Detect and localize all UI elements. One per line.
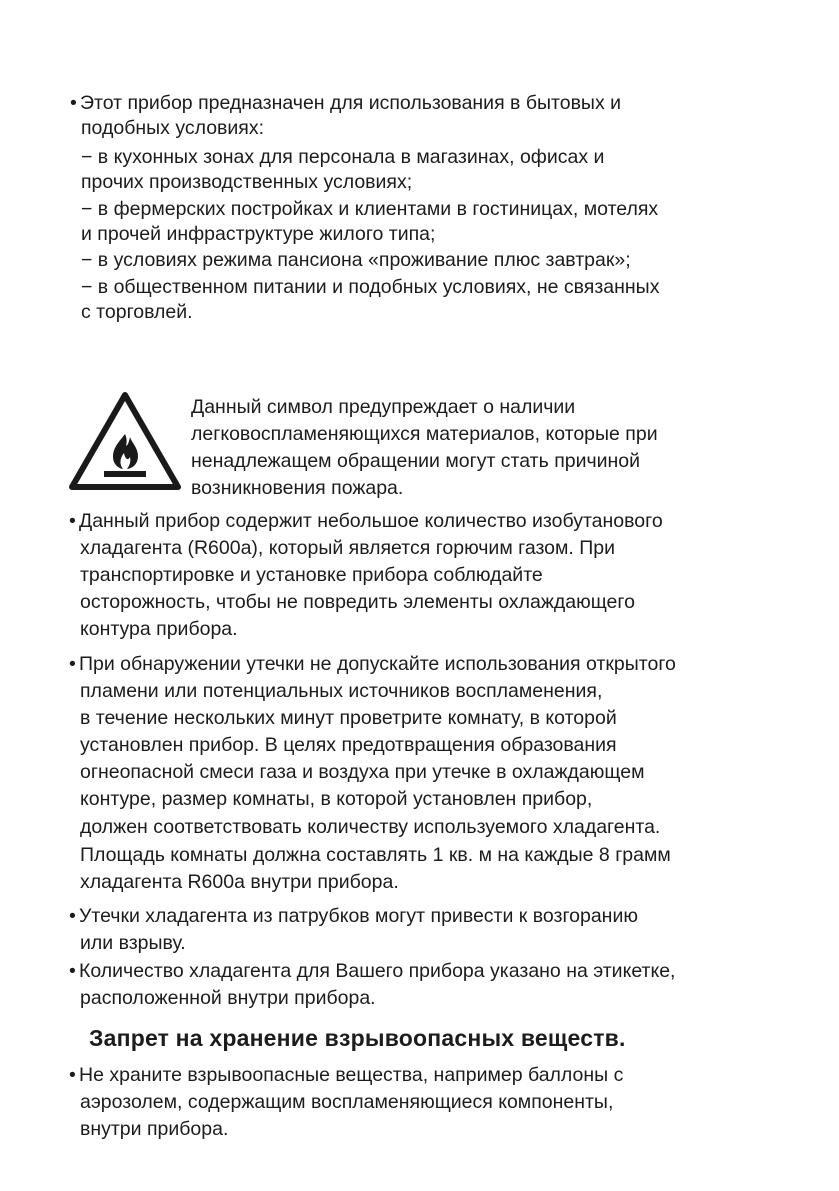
warning-line: возникновения пожара. — [191, 477, 404, 499]
usage-line: − в кухонных зонах для персонала в магазинах, офисах и — [81, 146, 605, 168]
bullet-line: или взрыву. — [80, 932, 186, 954]
bullet-marker: • — [69, 905, 76, 927]
bullet-marker: • — [70, 92, 77, 114]
usage-line: − в фермерских постройках и клиентами в гостиницах, мотелях — [81, 198, 659, 220]
bullet-marker: • — [69, 653, 76, 675]
flammable-warning-icon — [68, 391, 182, 491]
bullet-line: установлен прибор. В целях предотвращения образования — [80, 734, 617, 756]
bullet-line: аэрозолем, содержащим воспламеняющиеся компоненты, — [80, 1091, 614, 1113]
bullet-line: хладагента R600a внутри прибора. — [80, 871, 399, 893]
bullet-item: • Утечки хладагента из патрубков могут привести к возгоранию — [69, 905, 638, 927]
bullet-line: Площадь комнаты должна составлять 1 кв. м на каждые 8 грамм — [80, 844, 671, 866]
bullet-line: контура прибора. — [80, 618, 238, 640]
bullet-item: • Количество хладагента для Вашего прибора указано на этикетке, — [69, 960, 676, 982]
bullet-line: пламени или потенциальных источников воспламенения, — [80, 680, 603, 702]
bullet-item: • При обнаружении утечки не допускайте использования открытого — [69, 653, 676, 675]
usage-line: и прочей инфраструктуре жилого типа; — [81, 223, 436, 245]
bullet-line: транспортировке и установке прибора соблюдайте — [80, 564, 543, 586]
bullet-marker: • — [69, 510, 76, 532]
bullet-marker: • — [69, 960, 76, 982]
usage-line: с торговлей. — [81, 301, 193, 323]
bullet-item: • Данный прибор содержит небольшое количество изобутанового — [69, 510, 663, 532]
bullet-line: расположенной внутри прибора. — [80, 987, 376, 1009]
warning-line: Данный символ предупреждает о наличии — [191, 396, 576, 418]
usage-line: подобных условиях: — [81, 117, 265, 139]
bullet-line: внутри прибора. — [80, 1118, 229, 1140]
usage-line: − в общественном питании и подобных условиях, не связанных — [81, 276, 660, 298]
usage-line: прочих производственных условиях; — [81, 171, 413, 193]
section-heading: Запрет на хранение взрывоопасных веществ. — [89, 1025, 626, 1051]
bullet-line: огнеопасной смеси газа и воздуха при утечке в охлаждающем — [80, 761, 645, 783]
warning-line: легковоспламеняющихся материалов, которые при — [191, 423, 658, 445]
bullet-item: • Не храните взрывоопасные вещества, например баллоны с — [69, 1064, 624, 1086]
bullet-line: в течение нескольких минут проветрите комнату, в которой — [80, 707, 617, 729]
usage-line: • Этот прибор предназначен для использования в бытовых и — [70, 92, 622, 114]
bullet-line: должен соответствовать количеству используемого хладагента. — [80, 816, 661, 838]
bullet-marker: • — [69, 1064, 76, 1086]
bullet-line: осторожность, чтобы не повредить элементы охлаждающего — [80, 591, 635, 613]
usage-line: − в условиях режима пансиона «проживание плюс завтрак»; — [81, 249, 631, 271]
bullet-line: хладагента (R600a), который является горючим газом. При — [80, 537, 616, 559]
warning-line: ненадлежащем обращении могут стать причиной — [191, 450, 641, 472]
bullet-line: контуре, размер комнаты, в которой установлен прибор, — [80, 788, 593, 810]
